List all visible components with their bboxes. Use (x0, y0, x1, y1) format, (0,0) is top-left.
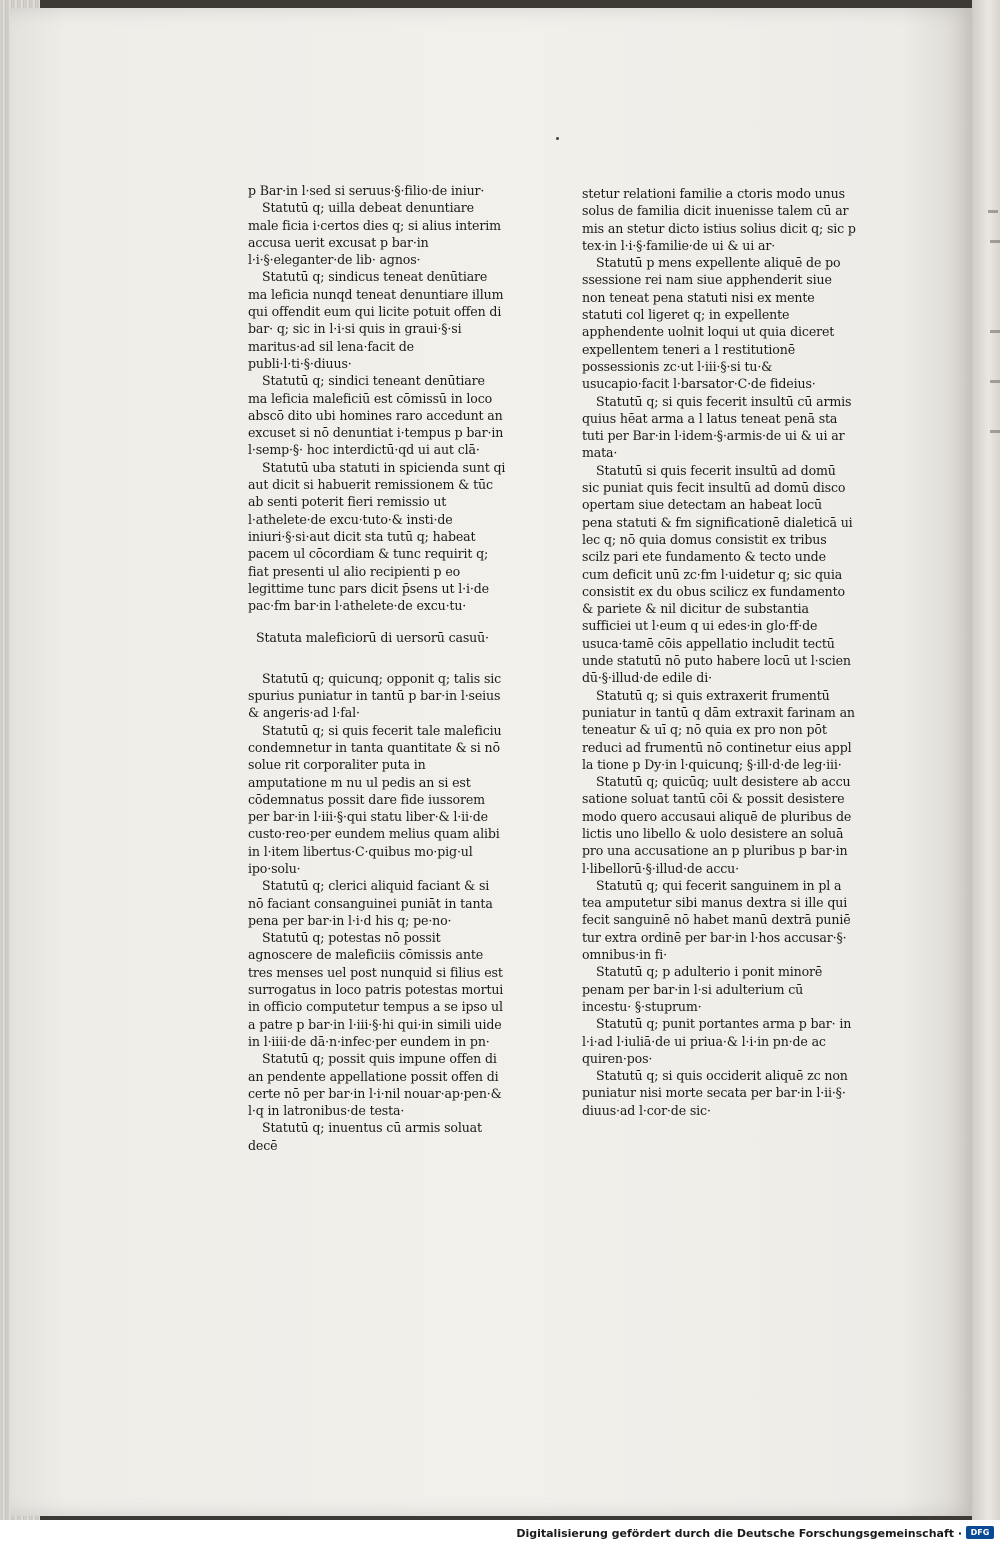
footer-bar (0, 1520, 1000, 1547)
left-paragraph: Statutū q; sindici teneant denūtiare ma leficia maleficiū est cōmissū in loco abscō dito ubi homines raro accedunt an excuset si nō denuntiat i·tempus p bar·in l·semp·§· hoc interdictū·qd ui aut clā· (248, 373, 504, 458)
left-paragraph: Statutū q; si quis fecerit tale maleficiu condemnetur in tanta quantitate & si nō solue rit corporaliter puta in amputatione m nu ul pedis an si est cōdemnatus possit dare fide iussorem per bar·in l·iii·§·qui statu liber·& l·ii·de custo·reo·per eundem melius quam alibi in l·item libertus·C·quibus mo·pig·ul ipo·solu· (248, 722, 502, 876)
left-paragraph: Statutū q; quicunq; opponit q; talis sic spurius puniatur in tantū p bar·in l·seius & angeris·ad l·fal· (248, 670, 502, 721)
right-paragraph: stetur relationi familie a ctoris modo unus solus de familia dicit inuenisse talem cū ar mis an stetur dicto istius solius dicit q; sic p tex·in l·i·§·familie·de ui & ui ar· (582, 186, 856, 253)
bleed-mark (990, 380, 1000, 383)
left-paragraph: Statutū q; possit quis impune offen di an pendente appellatione possit offen di certe nō per bar·in l·i·nil nouar·ap·pen·& l·q in latronibus·de testa· (248, 1051, 502, 1119)
bleed-mark (990, 240, 1000, 243)
right-paragraph: Statutū q; qui fecerit sanguinem in pl a tea amputetur sibi manus dextra si ille qui fecit sanguinē nō habet manū dextrā puniē tur extra ordinē per bar·in l·hos accusar·§· omnibus·in fi· (582, 877, 851, 963)
left-text-column (248, 182, 506, 1154)
right-paragraph: Statutū q; p adulterio i ponit minorē penam per bar·in l·si adulterium cū incestu· §·stuprum· (582, 964, 823, 1014)
funding-credit: Digitalisierung gefördert durch die Deutsche Forschungsgemeinschaft · (516, 1527, 962, 1540)
right-paragraph: Statutū q; si quis fecerit insultū cū armis quius hēat arma a l latus teneat penā sta tuti per Bar·in l·idem·§·armis·de ui & ui ar mata· (582, 393, 852, 461)
section-heading: Statuta maleficiorū di uersorū casuū· (256, 630, 489, 646)
left-paragraph: Statutū q; potestas nō possit agnoscere de maleficiis cōmissis ante tres menses uel post nunquid si filius est surrogatus in loco patris potestas mortui in officio computetur tempus a se ipso ul a patre p bar·in l·iii·§·hi qui·in simili uide in l·iiii·de dā·n·infec·per eundem in pn· (248, 930, 504, 1049)
right-paragraph: Statutū p mens expellente aliquē de po ssessione rei nam siue apphenderit siue non teneat pena statuti nisi ex mente statuti col ligeret q; in expellente apphendente uolnit loqui ut quia diceret expellentem teneri a l restitutionē possessionis zc·ut l·iii·§·si tu·& usucapio·facit l·barsator·C·de fideius· (582, 255, 841, 392)
facing-page-edge (972, 0, 1000, 1520)
left-paragraph: Statutū q; inuentus cū armis soluat decē (248, 1120, 482, 1153)
right-text-column (582, 185, 856, 1119)
right-paragraph: Statutū q; punit portantes arma p bar· in l·i·ad l·iuliā·de ui priua·& l·i·in pn·de ac quiren·pos· (582, 1016, 852, 1066)
dfg-logo: DFG (966, 1526, 994, 1539)
page-mark (556, 137, 559, 140)
bleed-mark (988, 210, 998, 213)
bleed-mark (990, 330, 1000, 333)
left-paragraph: Statutū uba statuti in spicienda sunt qi aut dicit si habuerit remissionem & tūc ab senti poterit fieri remissio ut l·athelete·de excu·tuto·& insti·de iniuri·§·si·aut dicit sta tutū q; habeat pacem ul cōcordiam & tunc requirit q; fiat presenti ul alio recipienti p eo legittime tunc pars dicit p̄sens ut l·i·de pac·fm bar·in l·athelete·de excu·tu· (248, 459, 506, 614)
right-paragraph: Statutū q; quicūq; uult desistere ab accu satione soluat tantū cōi & possit desistere modo quero accusaui aliquē de pluribus de lictis uno libello & uolo desistere an soluā pro una accusatione an p pluribus p bar·in l·libellorū·§·illud·de accu· (582, 774, 852, 876)
left-paragraph: p Bar·in l·sed si seruus·§·filio·de iniur· (248, 183, 485, 198)
right-paragraph: Statutū si quis fecerit insultū ad domū sic puniat quis fecit insultū ad domū disco opertam siue detectam an habeat locū pena statuti & fm significationē dialeticā ui lec q; nō quia domus consistit ex tribus scilz pari ete fundamento & tecto unde cum deficit unū zc·fm l·uidetur q; sic quia consistit ex du obus scilicz ex fundamento & pariete & nil dicitur de substantia sufficiei ut l·eum q ui edes·in glo·ff·de usuca·tamē cōis appellatio includit tectū unde statutū nō puto habere locū ut l·scien dū·§·illud·de edile di· (582, 462, 853, 686)
left-paragraph: Statutū q; sindicus teneat denūtiare ma leficia nunqd teneat denuntiare illum qui offendit eum qui licite potuit offen di bar· q; sic in l·i·si quis in graui·§·si maritus·ad sil lena·facit de publi·l·ti·§·diuus· (248, 269, 504, 371)
left-paragraph: Statutū q; uilla debeat denuntiare male ficia i·certos dies q; si alius interim accusa uerit excusat p bar·in l·i·§·eleganter·de lib· agnos· (248, 200, 501, 268)
right-paragraph: Statutū q; si quis occiderit aliquē zc non puniatur nisi morte secata per bar·in l·ii·§· diuus·ad l·cor·de sic· (582, 1068, 848, 1118)
right-paragraph: Statutū q; si quis extraxerit frumentū puniatur in tantū q dām extraxit farinam an teneatur & uī q; nō quia ex pro non pōt reduci ad frumentū nō continetur eius appl la tione p Dy·in l·quicunq; §·ill·d·de leg·iii· (582, 687, 855, 772)
book-page (10, 8, 978, 1516)
bleed-mark (990, 430, 1000, 433)
left-paragraph: Statutū q; clerici aliquid faciant & si nō faciant consanguinei puniāt in tanta pena per bar·in l·i·d his q; pe·no· (248, 878, 493, 928)
